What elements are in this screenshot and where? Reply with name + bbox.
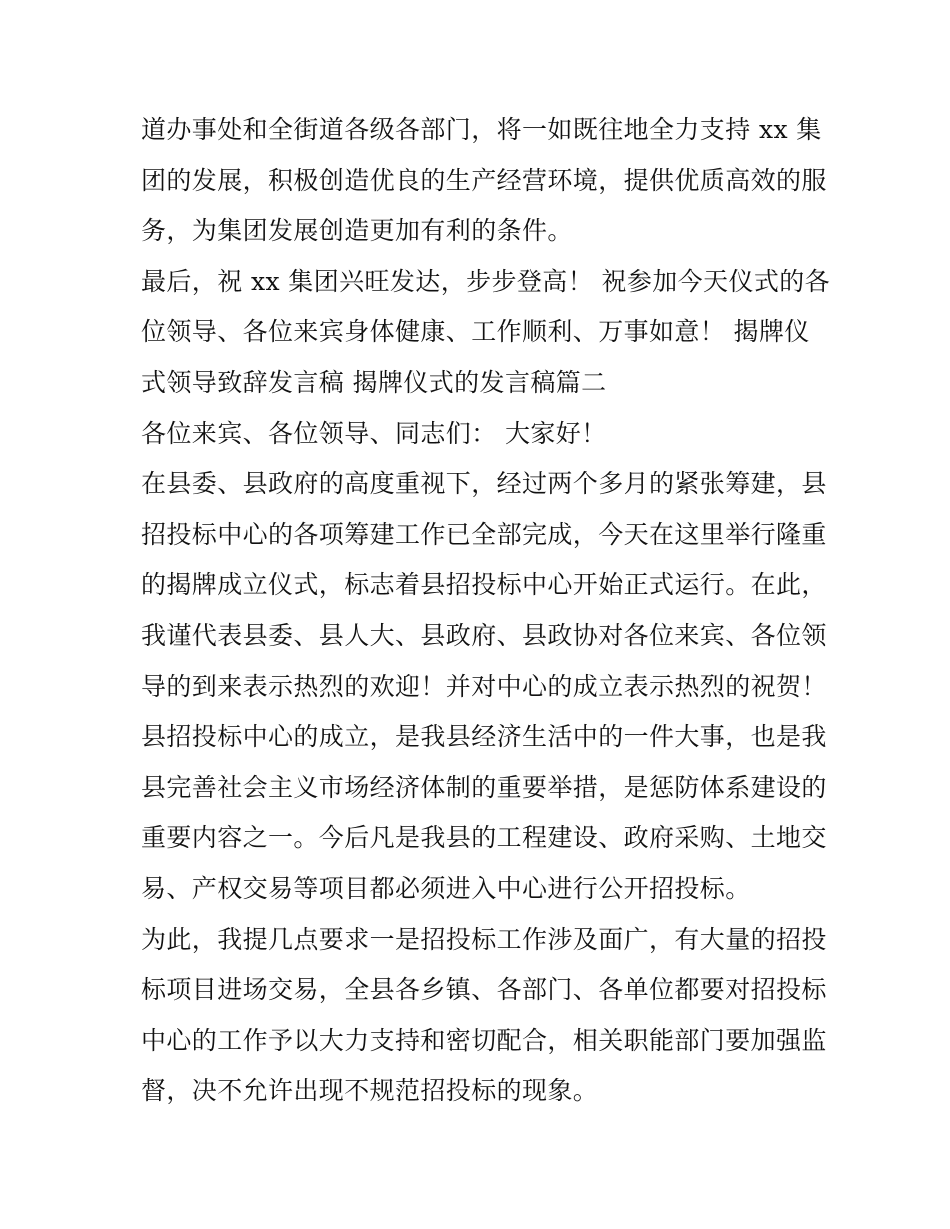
text-line: 在县委、县政府的高度重视下，经过两个多月的紧张筹建，县: [141, 469, 827, 499]
text-line: 督，决不允许出现不规范招投标的现象。: [141, 1076, 599, 1106]
text-line: 招投标中心的各项筹建工作已全部完成，今天在这里举行隆重: [141, 519, 827, 549]
document-body: [141, 105, 831, 1117]
text-line: 易、产权交易等项目都必须进入中心进行公开招投标。: [141, 873, 751, 903]
text-line: 式领导致辞发言稿 揭牌仪式的发言稿篇二: [141, 367, 607, 397]
paragraph-support-statement: [141, 105, 827, 257]
text-line: 我谨代表县委、县人大、县政府、县政协对各位来宾、各位领: [141, 620, 827, 650]
text-line: 位领导、各位来宾身体健康、工作顺利、万事如意！ 揭牌仪: [141, 317, 810, 347]
text-line: 为此，我提几点要求一是招投标工作涉及面广，有大量的招投: [141, 924, 827, 954]
text-line: 最后，祝 xx 集团兴旺发达，步步登高！ 祝参加今天仪式的各: [141, 266, 831, 296]
paragraph-greeting: [141, 409, 816, 460]
text-line: 务，为集团发展创造更加有利的条件。: [141, 216, 573, 246]
text-line: 道办事处和全街道各级各部门，将一如既往地全力支持 xx 集: [141, 115, 822, 144]
text-line: 各位来宾、各位领导、同志们： 大家好！: [141, 418, 607, 448]
paragraph-significance: [141, 712, 827, 914]
text-line: 团的发展，积极创造优良的生产经营环境，提供优质高效的服: [141, 165, 827, 195]
text-line: 标项目进场交易，全县各乡镇、各部门、各单位都要对招投标: [141, 975, 827, 1005]
paragraph-closing-wishes: [141, 257, 831, 409]
text-line: 中心的工作予以大力支持和密切配合，相关职能部门要加强监: [141, 1025, 827, 1055]
text-line: 的揭牌成立仪式，标志着县招投标中心开始正式运行。在此，: [141, 570, 827, 600]
text-line: 县招投标中心的成立，是我县经济生活中的一件大事，也是我: [141, 722, 827, 752]
text-line: 导的到来表示热烈的欢迎！并对中心的成立表示热烈的祝贺！: [141, 671, 827, 701]
paragraph-opening: [141, 459, 827, 712]
paragraph-requirements: [141, 915, 827, 1117]
text-line: 县完善社会主义市场经济体制的重要举措，是惩防体系建设的: [141, 772, 827, 802]
text-line: 重要内容之一。今后凡是我县的工程建设、政府采购、土地交: [141, 823, 827, 853]
